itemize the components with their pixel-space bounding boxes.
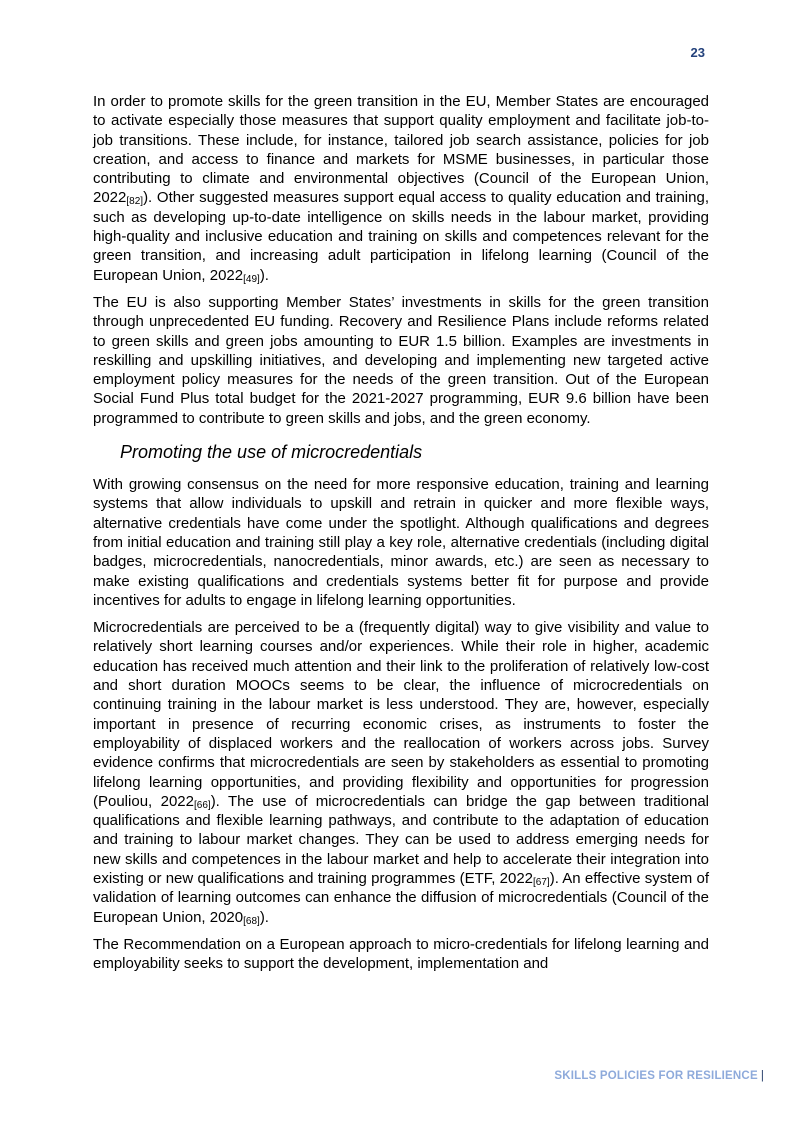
section-heading: Promoting the use of microcredentials — [120, 442, 423, 463]
footer-separator: | — [760, 1070, 764, 1082]
paragraph: With growing consensus on the need for more responsive education, training and learning systems that allow individuals to upskill and retrain in quicker and more flexible ways, alternative credentials have come under the spotlight. Although qualifications and degrees from initial education and training still play a key role, alternative credentials (including digital badges, microcredentials, nanocredentials, minor awards, etc.) are seen as necessary to make existing qualifications and credentials systems better fit for purpose and provide incentives for adults to engage in lifelong learning opportunities. — [93, 476, 709, 609]
page-body — [93, 92, 709, 981]
citation-ref: [49] — [243, 273, 260, 285]
footer-text: SKILLS POLICIES FOR RESILIENCE — [554, 1070, 758, 1082]
citation-ref: [66] — [194, 799, 211, 811]
paragraph: Microcredentials are perceived to be a (frequently digital) way to give visibility and value to relatively short learning courses and/or experiences. While their role in higher, academic education has received much attention and their link to the proliferation of relatively low-cost and short duration MOOCs seems to be clear, the influence of microcredentials on continuing training in the labour market is less understood. They are, however, especially important in presence of recurring economic crises, as instruments to foster the employability of displaced workers and the reallocation of workers across jobs. Survey evidence confirms that microcredentials are seen by stakeholders as essential to promoting lifelong learning opportunities, and providing flexibility and opportunities for progression (Pouliou, $2022_{[66]}$). The use of microcredentials can bridge the gap between traditional qualifications and flexible learning pathways, and contribute to the adaptation of education and training to labour market changes. They can be used to address emerging needs for new skills and competences in the labour market and help to accelerate their integration into existing or new qualifications and training programmes (ETF, $2022_{[67]}$). An effective system of validation of learning outcomes can enhance the diffusion of microcredentials (Council of the European Union, $2020_{[68]}$). — [93, 619, 709, 927]
citation-ref: [82] — [126, 196, 144, 208]
citation-ref: [68] — [243, 915, 260, 927]
paragraph: The EU is also supporting Member States’ investments in skills for the green transition through unprecedented EU funding. Recovery and Resilience Plans include reforms related to green skills and green jobs amounting to EUR 1.5 billion. Examples are investments in reskilling and upskilling initiatives, and developing and implementing new targeted active employment policy measures for the needs of the green transition. Out of the European Social Fund Plus total budget for the 2021-2027 programming, EUR 9.6 billion have been programmed to contribute to green skills and jobs, and the green economy. — [93, 293, 709, 427]
citation-ref: [67] — [533, 876, 550, 888]
page-footer — [554, 1070, 764, 1082]
page-number: 23 — [690, 45, 705, 60]
paragraph: The Recommendation on a European approach to micro-credentials for lifelong learning and employability seeks to support the development, implementation and — [93, 935, 709, 973]
paragraph: In order to promote skills for the green transition in the EU, Member States are encouraged to activate especially those measures that support quality employment and facilitate job-to-job transitions. These include, for instance, tailored job search assistance, policies for job creation, and access to finance and markets for MSME businesses, in particular those contributing to climate and environmental objectives (Council of the European Union, $2022_{[82]}$). Other suggested measures support equal access to quality education and training, such as developing up-to-date intelligence on skills needs in the labour market, providing high-quality and inclusive education and training on skills and competences relevant for the green transition, and increasing adult participation in lifelong learning (Council of the European Union, $2022_{[49]}$). — [93, 93, 709, 285]
